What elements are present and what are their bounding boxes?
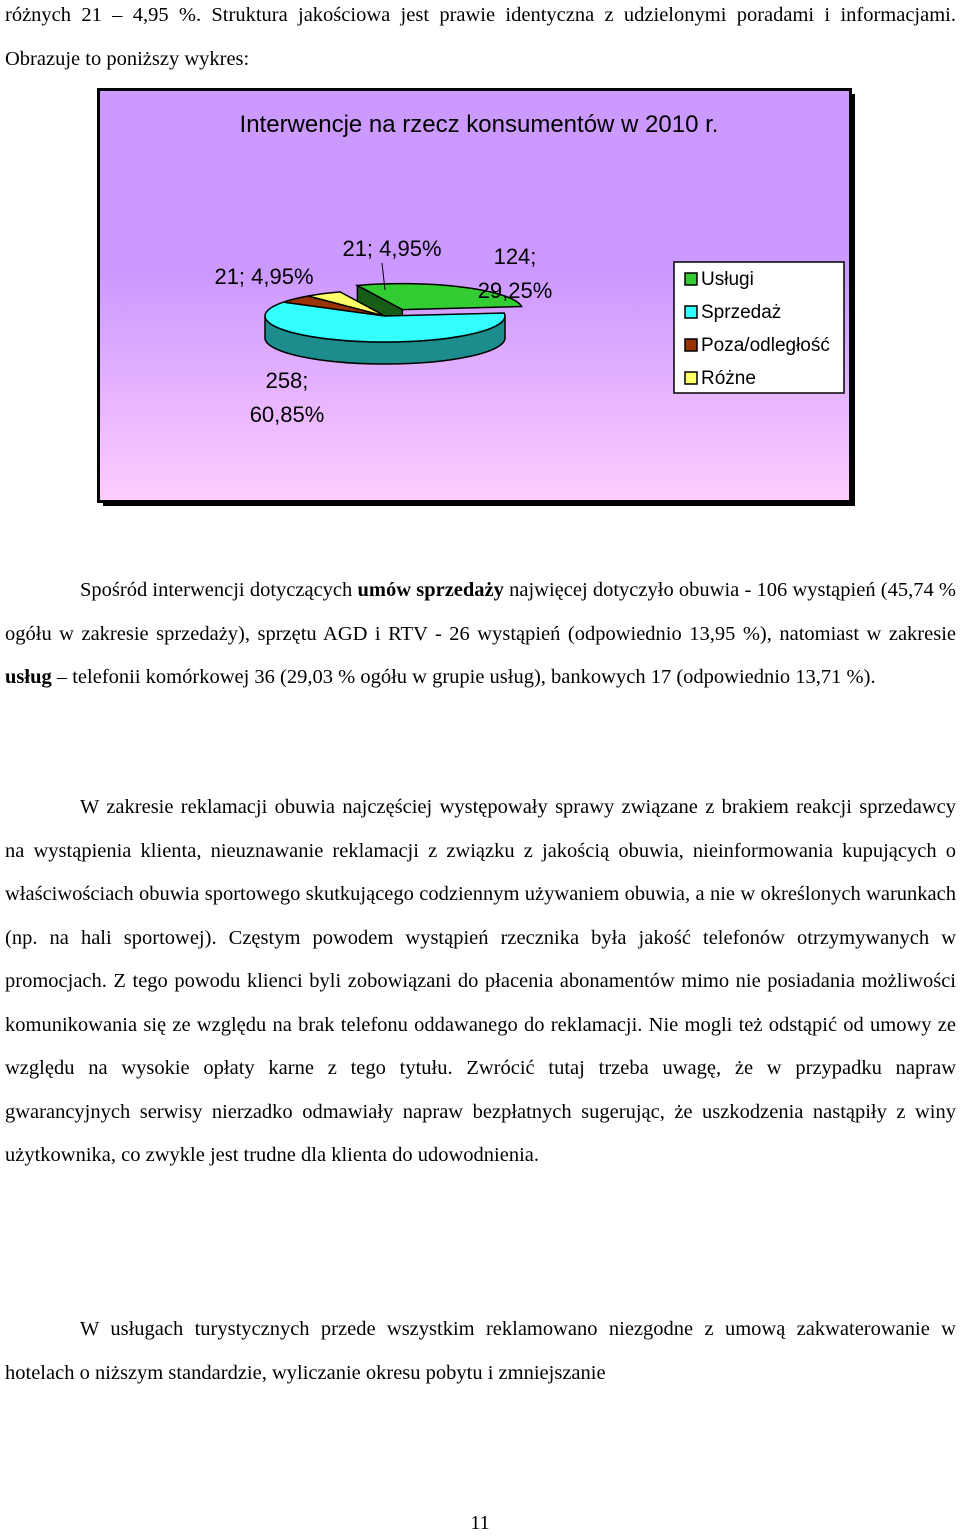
data-label: 258; 60,85% (249, 368, 325, 427)
legend-label: Sprzedaż (701, 302, 782, 323)
bold-phrase: umów sprzedaży (357, 579, 504, 601)
page-number: 11 (470, 1512, 490, 1534)
data-label: 124; 29,25% (477, 244, 553, 303)
data-label: 21; 4,95% (342, 236, 442, 261)
chart-title: Interwencje na rzecz konsumentów w 2010 r. (239, 111, 719, 138)
legend-swatch (685, 339, 697, 351)
legend-swatch (685, 306, 697, 318)
legend-label: Usługi (701, 269, 754, 290)
pie-chart (97, 88, 857, 508)
legend-swatch (685, 372, 697, 384)
paragraph-complaints (5, 786, 956, 1178)
text-run: W zakresie reklamacji obuwia najczęściej występowały sprawy związane z brakiem reakcji sprzedawcy na wystąpienia klienta, nieuznawanie reklamacji z związku z jakością obuwia, nieinformowania kupujących o właściwościach obuwia sportowego skutkującego codziennym używaniem obuwia, a nie w określonych warunkach (np. na hali sportowej). Częstym powodem wystąpień rzecznika była jakość telefonów otrzymywanych w promocjach. Z tego powodu klienci byli zobowiązani do płacenia abonamentów mimo nie posiadania możliwości komunikowania się ze względu na brak telefonu oddawanego do reklamacji. Nie mogli też odstąpić od umowy ze względu na wysokie opłaty karne z tego tytułu. Zwrócić tutaj trzeba uwagę, że w przypadku napraw gwarancyjnych serwisy nierzadko odmawiały napraw bezpłatnych sugerując, że uszkodzenia nastąpiły z winy użytkownika, co zwykle jest trudne dla klienta do udowodnienia. (5, 796, 956, 1166)
paragraph-sales (5, 569, 956, 700)
legend-box (674, 262, 844, 393)
paragraph-intro (5, 0, 956, 81)
text-run: – telefonii komórkowej 36 (29,03 % ogółu w grupie usług), bankowych 17 (odpowiednio 13,71 %). (51, 666, 876, 688)
text-run: W usługach turystycznych przede wszystkim reklamowano niezgodne z umową zakwaterowanie w hotelach o niższym standardzie, wyliczanie okresu pobytu i zmniejszanie (5, 1318, 956, 1384)
chart-legend (674, 262, 844, 393)
data-label: 21; 4,95% (214, 264, 314, 289)
legend-label: Różne (701, 368, 756, 389)
text-run: różnych 21 – 4,95 %. Struktura jakościowa jest prawie identyczna z udzielonymi poradami i informacjami. Obrazuje to poniższy wykres: (5, 4, 956, 70)
legend-label: Poza/odległość (701, 335, 830, 356)
text-run: Spośród interwencji dotyczących (80, 579, 358, 601)
paragraph-tourism (5, 1308, 956, 1395)
bold-phrase: usług (5, 666, 52, 688)
legend-swatch (685, 273, 697, 285)
text-run: najwięcej dotyczyło obuwia - 106 wystąpień (45,74 % ogółu w zakresie sprzedaży), sprzętu AGD i RTV - 26 wystąpień (odpowiednio 13,95 %), natomiast w zakresie (5, 579, 957, 645)
